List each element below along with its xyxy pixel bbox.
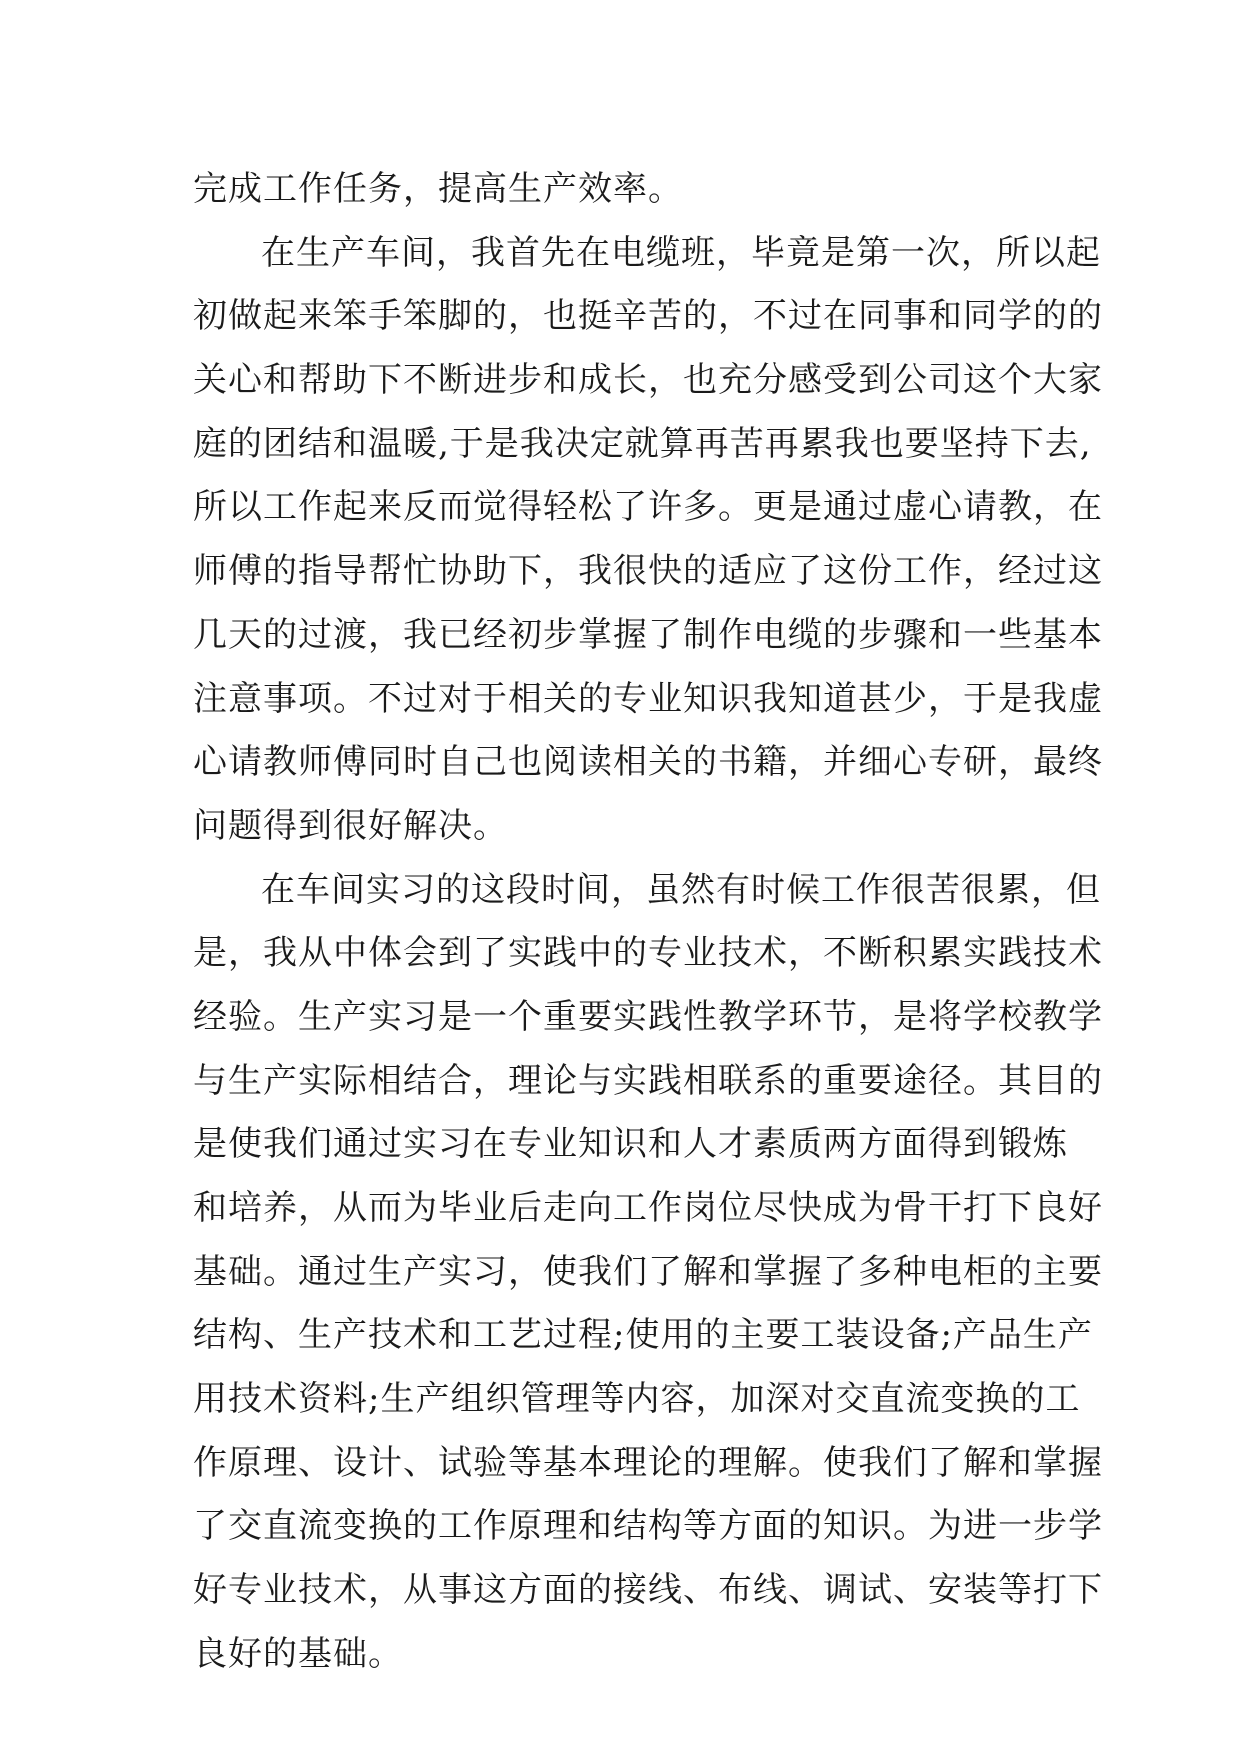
text-line: 经验。生产实习是一个重要实践性教学环节，是将学校教学 [193,996,1103,1037]
text-line: 与生产实际相结合，理论与实践相联系的重要途径。其目的 [193,1060,1103,1101]
text-line: 了交直流变换的工作原理和结构等方面的知识。为进一步学 [193,1506,1103,1547]
text-line: 是使我们通过实习在专业知识和人才素质两方面得到锻炼 [193,1124,1068,1165]
text-line: 问题得到很好解决。 [193,805,508,846]
text-line: 庭的团结和温暖,于是我决定就算再苦再累我也要坚持下去, [193,423,1092,464]
text-line: 用技术资料;生产组织管理等内容，加深对交直流变换的工 [193,1379,1081,1420]
body-text [193,158,1103,1687]
text-line: 心请教师傅同时自己也阅读相关的书籍，并细心专研，最终 [193,742,1103,783]
text-line: 注意事项。不过对于相关的专业知识我知道甚少，于是我虚 [193,678,1103,719]
text-line: 基础。通过生产实习，使我们了解和掌握了多种电柜的主要 [193,1251,1103,1292]
text-line: 完成工作任务，提高生产效率。 [193,169,683,209]
text-line: 作原理、设计、试验等基本理论的理解。使我们了解和掌握 [193,1442,1103,1483]
text-line: 好专业技术，从事这方面的接线、布线、调试、安装等打下 [193,1570,1103,1611]
text-line: 结构、生产技术和工艺过程;使用的主要工装设备;产品生产 [193,1315,1093,1356]
text-line: 师傅的指导帮忙协助下，我很快的适应了这份工作，经过这 [193,551,1103,592]
text-line: 几天的过渡，我已经初步掌握了制作电缆的步骤和一些基本 [193,614,1103,655]
paragraph-first-line: 在车间实习的这段时间，虽然有时候工作很苦很累，但 [261,869,1101,910]
paragraph-first-line: 在生产车间，我首先在电缆班，毕竟是第一次，所以起 [261,232,1101,273]
text-line: 良好的基础。 [193,1633,403,1674]
text-line: 关心和帮助下不断进步和成长，也充分感受到公司这个大家 [193,360,1103,401]
text-line: 初做起来笨手笨脚的，也挺辛苦的，不过在同事和同学的的 [193,296,1103,337]
text-line: 所以工作起来反而觉得轻松了许多。更是通过虚心请教，在 [193,487,1103,528]
text-line: 和培养，从而为毕业后走向工作岗位尽快成为骨干打下良好 [193,1188,1103,1228]
text-line: 是，我从中体会到了实践中的专业技术，不断积累实践技术 [193,933,1103,974]
